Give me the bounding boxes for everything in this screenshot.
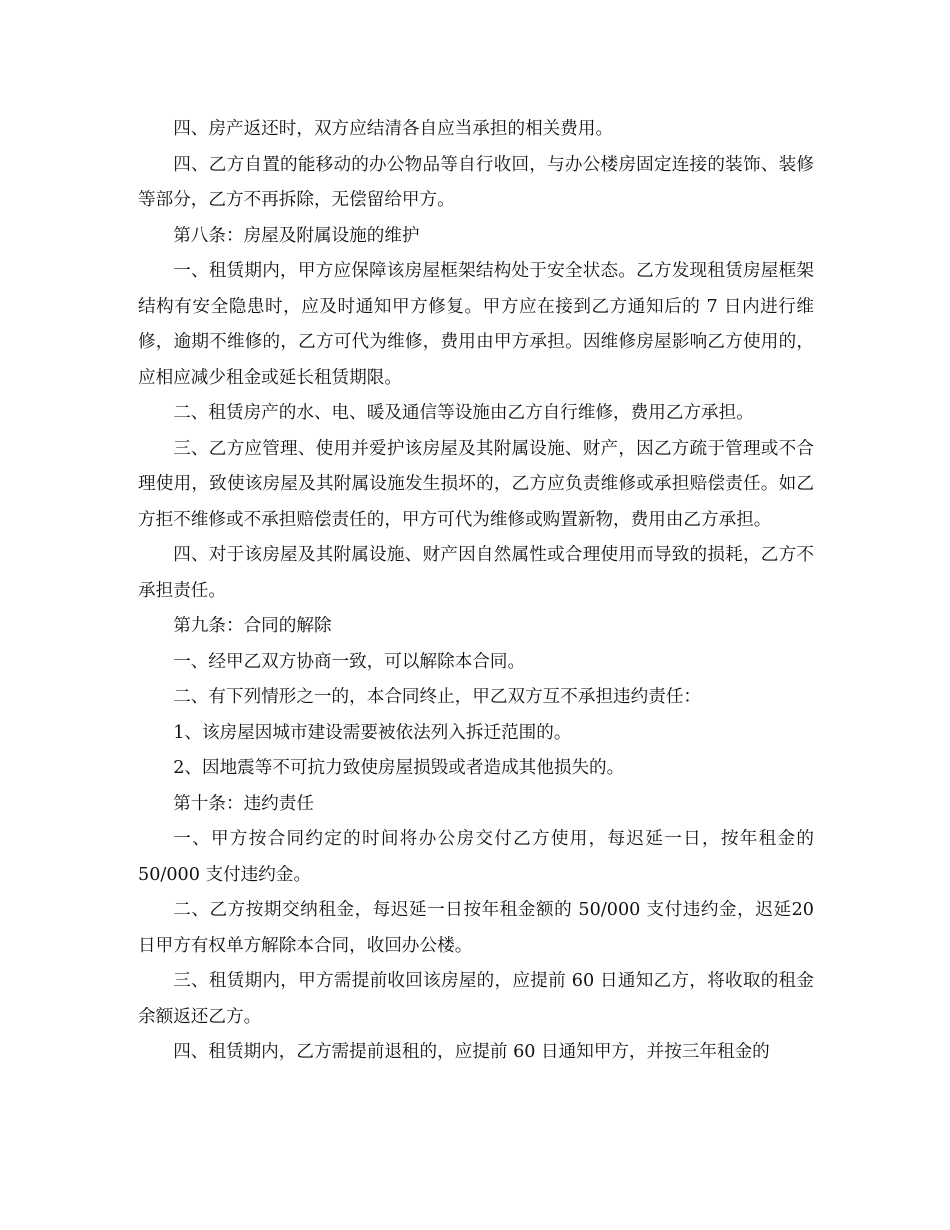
paragraph-early-recovery: 三、租赁期内，甲方需提前收回该房屋的，应提前 60 日通知乙方，将收取的租金余额返还乙方。 (138, 971, 814, 1027)
paragraph-movable-items: 四、乙方自置的能移动的办公物品等自行收回，与办公楼房固定连接的装饰、装修等部分，乙方不再拆除，无偿留给甲方。 (138, 154, 814, 210)
paragraph-utilities-maintenance: 二、租赁房产的水、电、暖及通信等设施由乙方自行维修，费用乙方承担。 (173, 403, 754, 423)
paragraph-delivery-delay-penalty: 一、甲方按合同约定的时间将办公房交付乙方使用，每迟延一日，按年租金的50/000 支付违约金。 (138, 829, 814, 885)
paragraph-structural-safety: 一、租赁期内，甲方应保障该房屋框架结构处于安全状态。乙方发现租赁房屋框架结构有安全隐患时，应及时通知甲方修复。甲方应在接到乙方通知后的 7 日内进行维修，逾期不维修的，乙方可代为维修，费用由甲方承担。因维修房屋影响乙方使用的，应相应减少租金或延长租赁期限。 (138, 261, 814, 388)
paragraph-natural-wear: 四、对于该房屋及其附属设施、财产因自然属性或合理使用而导致的损耗，乙方不承担责任。 (138, 545, 814, 601)
paragraph-mutual-termination: 一、经甲乙双方协商一致，可以解除本合同。 (173, 651, 526, 672)
section-heading-article-8: 第八条：房屋及附属设施的维护 (173, 225, 420, 246)
list-item-demolition: 1、该房屋因城市建设需要被依法列入拆迁范围的。 (173, 722, 572, 743)
paragraph-rent-delay-penalty: 二、乙方按期交纳租金，每迟延一日按年租金额的 50/000 支付违约金，迟延20 日甲方有权单方解除本合同，收回办公楼。 (138, 900, 814, 956)
section-heading-article-10: 第十条：违约责任 (173, 793, 314, 814)
paragraph-termination-conditions: 二、有下列情形之一的，本合同终止，甲乙双方互不承担违约责任： (173, 687, 702, 707)
list-item-force-majeure: 2、因地震等不可抗力致使房屋损毁或者造成其他损失的。 (173, 758, 625, 778)
document-body (138, 112, 814, 1071)
section-heading-article-9: 第九条：合同的解除 (173, 616, 332, 636)
paragraph-early-withdrawal: 四、租赁期内，乙方需提前退租的，应提前 60 日通知甲方，并按三年租金的 (173, 1042, 770, 1062)
paragraph-care-of-property: 三、乙方应管理、使用并爱护该房屋及其附属设施、财产，因乙方疏于管理或不合理使用，致使该房屋及其附属设施发生损坏的，乙方应负责维修或承担赔偿责任。如乙方拒不维修或不承担赔偿责任的，甲方可代为维修或购置新物，费用由乙方承担。 (138, 438, 814, 530)
paragraph-property-return-costs: 四、房产返还时，双方应结清各自应当承担的相关费用。 (173, 119, 614, 139)
